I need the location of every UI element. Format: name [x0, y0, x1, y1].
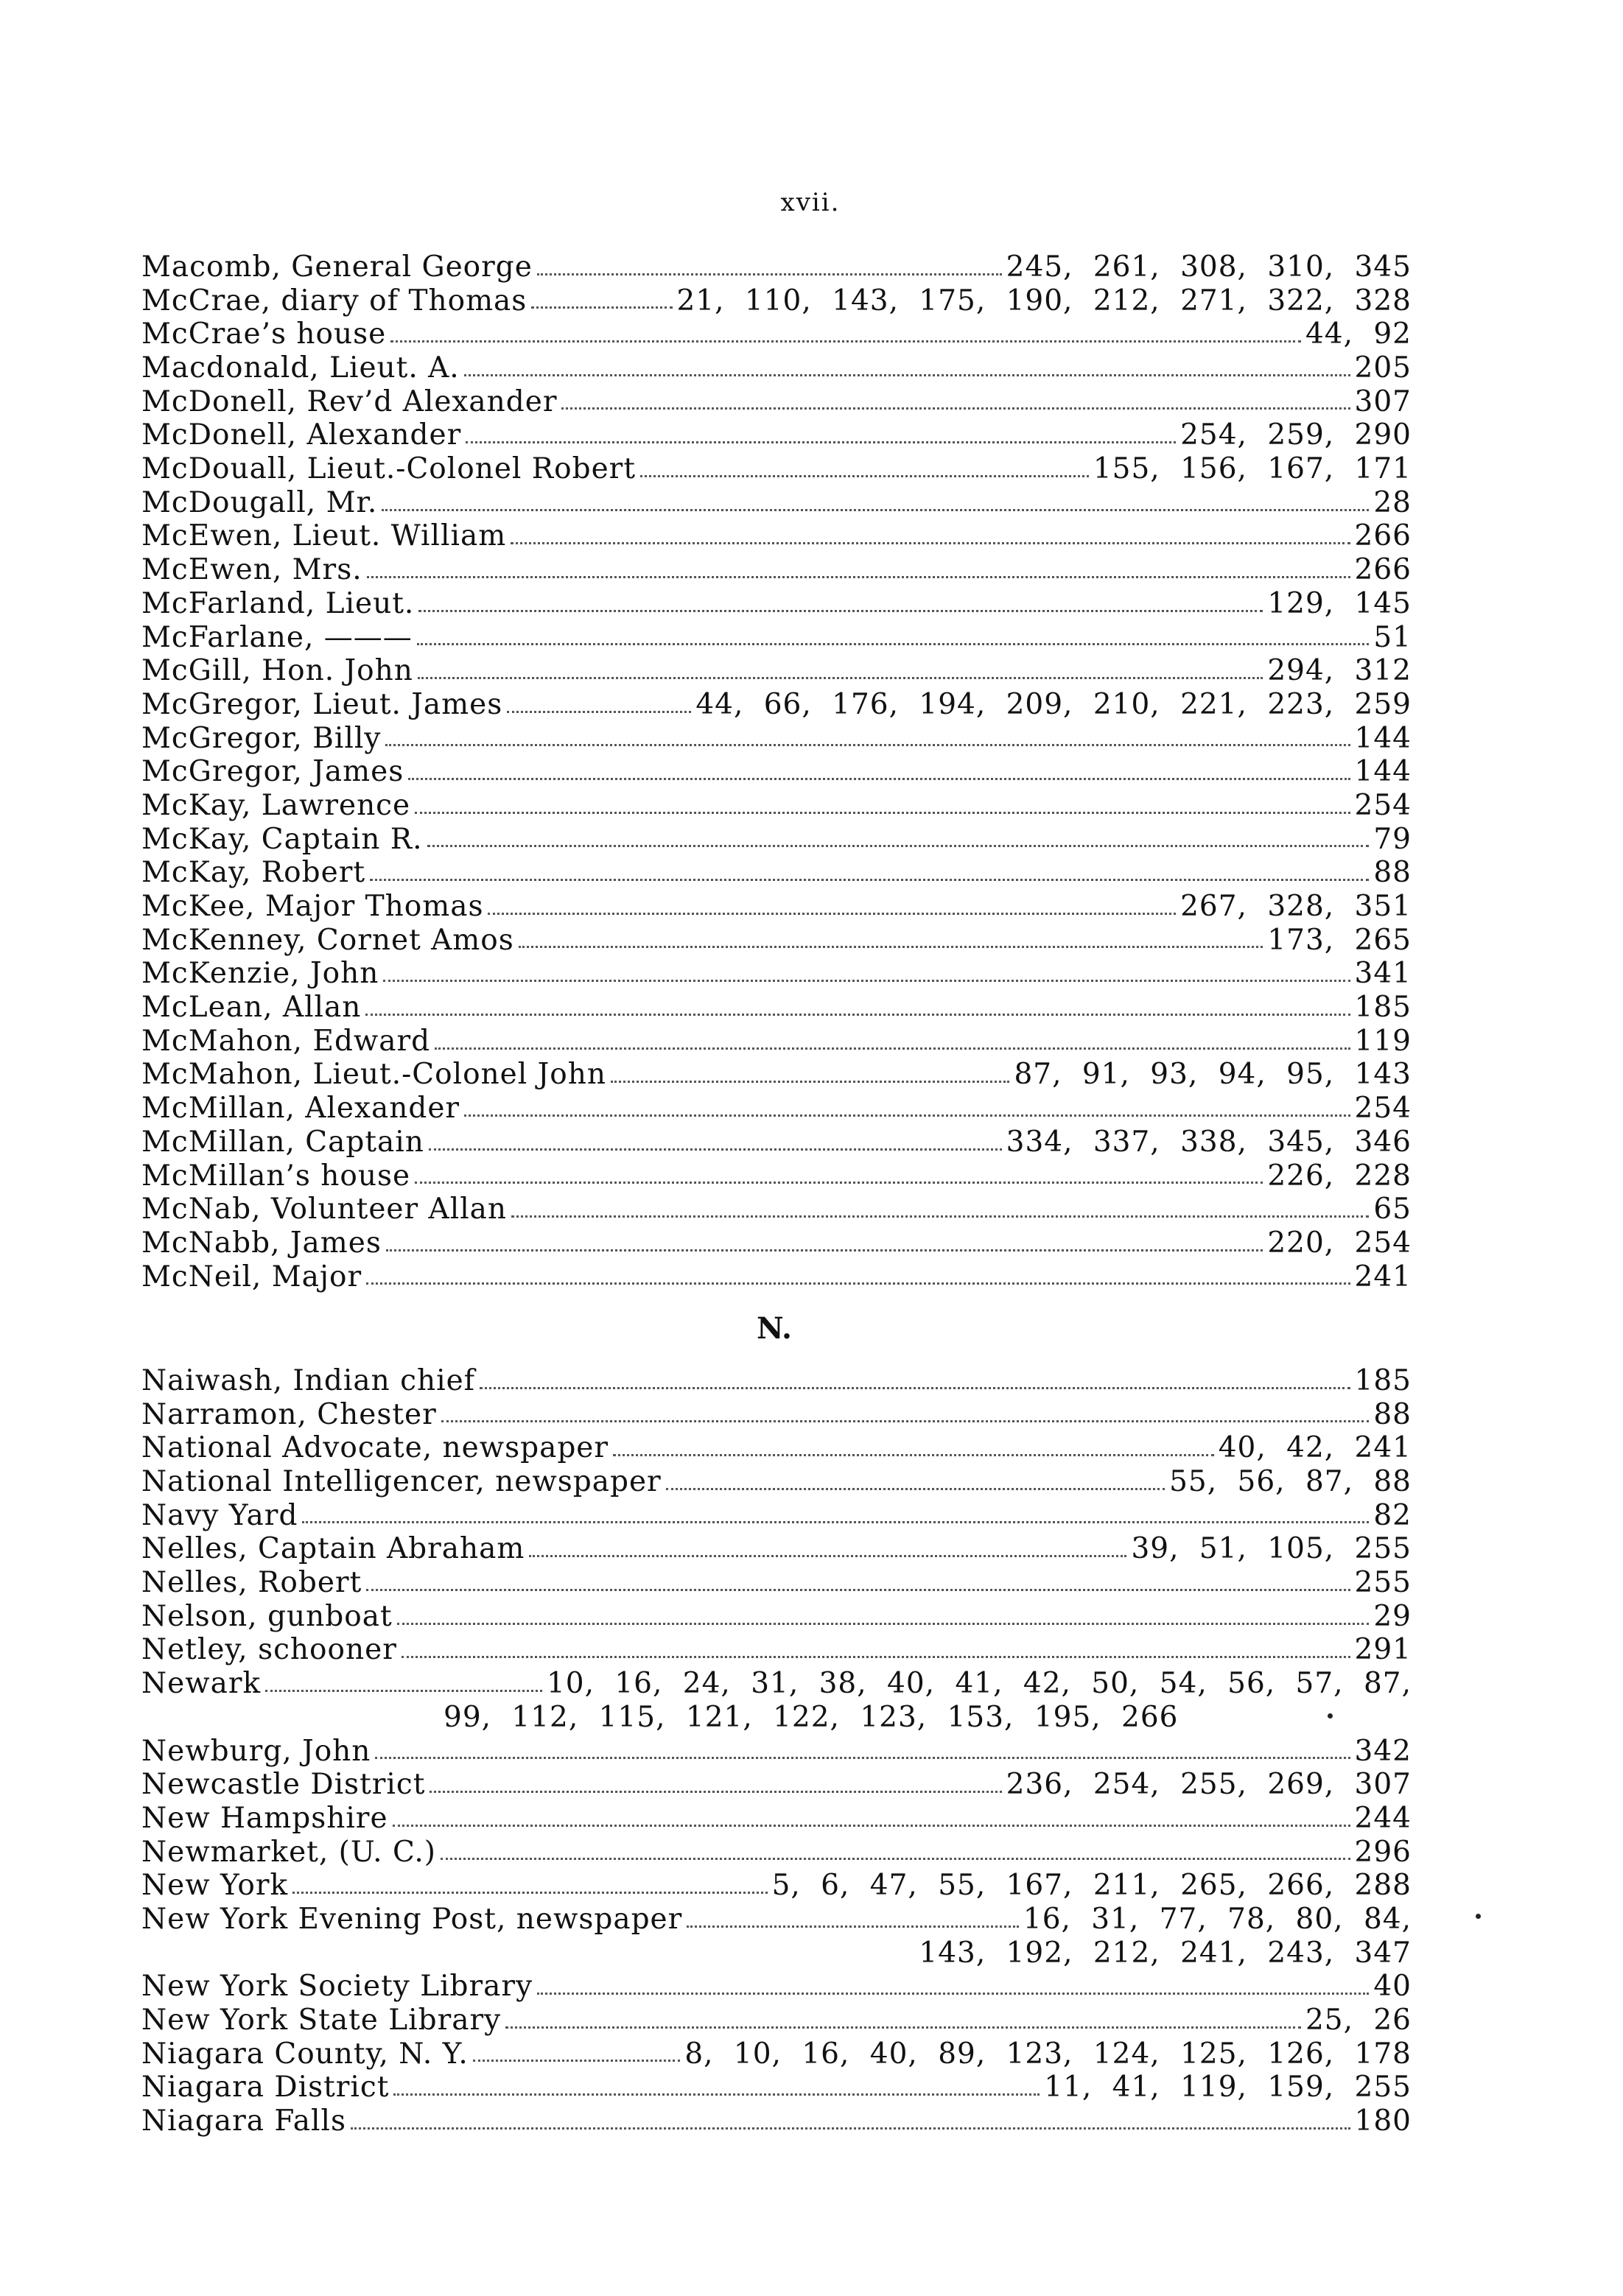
dot-leader	[418, 676, 1263, 679]
entry-name: Newburg, John	[141, 1734, 371, 1768]
dot-leader	[429, 1148, 1002, 1151]
entry-page-references: 266	[1354, 553, 1412, 587]
entry-name: McEwen, Mrs.	[141, 553, 362, 587]
index-group	[141, 1364, 1412, 1701]
entry-page-references: 5, 6, 47, 55, 167, 211, 265, 266, 288	[771, 1869, 1412, 1903]
dot-leader	[430, 1790, 1001, 1793]
entry-page-references: 173, 265	[1267, 923, 1412, 957]
entry-name: McCrae, diary of Thomas	[141, 284, 527, 317]
dot-leader	[505, 2026, 1301, 2029]
index-entry	[141, 2104, 1412, 2138]
entry-page-references: 44, 92	[1305, 317, 1412, 351]
index-entry	[141, 722, 1412, 756]
entry-name: McGregor, Billy	[141, 721, 382, 755]
index-entry	[141, 1025, 1412, 1059]
dot-leader	[402, 1655, 1350, 1658]
dot-leader	[292, 1891, 767, 1894]
index-entry	[141, 1836, 1412, 1870]
dot-leader	[351, 2127, 1350, 2130]
dot-leader	[393, 2093, 1040, 2096]
index-entry	[141, 418, 1412, 452]
index-entry	[141, 1768, 1412, 1802]
entry-page-references: 205	[1354, 351, 1412, 385]
dot-leader	[390, 340, 1301, 343]
index-entry	[141, 621, 1412, 655]
dot-leader	[370, 878, 1369, 881]
index-entry	[141, 2004, 1412, 2037]
index-group	[141, 1970, 1412, 2138]
dot-leader	[507, 710, 691, 713]
index-entry	[141, 1159, 1412, 1193]
entry-page-references: 29	[1373, 1599, 1412, 1633]
dot-leader	[511, 1215, 1369, 1218]
entry-name: Narramon, Chester	[141, 1397, 437, 1431]
index-entry	[141, 2071, 1412, 2104]
entry-page-references: 341	[1354, 957, 1412, 991]
entry-page-references: 254, 259, 290	[1180, 418, 1412, 452]
entry-page-references: 155, 156, 167, 171	[1093, 452, 1412, 486]
entry-page-references: 16, 31, 77, 78, 80, 84,	[1023, 1902, 1412, 1936]
entry-page-references: 254	[1354, 1092, 1412, 1126]
entry-name: McMahon, Edward	[141, 1024, 431, 1058]
entry-page-references: 266	[1354, 519, 1412, 553]
entry-page-references: 220, 254	[1267, 1226, 1412, 1260]
entry-page-references: 119	[1354, 1024, 1412, 1058]
entry-name: National Intelligencer, newspaper	[141, 1465, 662, 1499]
index-entry	[141, 1634, 1412, 1668]
index-entry	[141, 755, 1412, 789]
entry-page-references: 245, 261, 308, 310, 345	[1006, 250, 1412, 284]
index-entry	[141, 1735, 1412, 1769]
entry-name: New York State Library	[141, 2004, 502, 2037]
index-entry	[141, 856, 1412, 890]
entry-page-references: 226, 228	[1267, 1159, 1412, 1193]
entry-name: Macdonald, Lieut. A.	[141, 351, 460, 385]
entry-name: McDouall, Lieut.-Colonel Robert	[141, 452, 636, 486]
entry-page-references: 267, 328, 351	[1180, 890, 1412, 924]
dot-leader	[488, 912, 1176, 915]
index-entry	[141, 2037, 1412, 2071]
entry-page-references: 88	[1373, 1397, 1412, 1431]
dot-leader	[537, 273, 1002, 275]
dot-leader	[365, 1013, 1350, 1016]
index-entry	[141, 1532, 1412, 1566]
entry-name: McKay, Lawrence	[141, 788, 411, 822]
dot-leader	[366, 1282, 1350, 1285]
entry-page-references: 40, 42, 241	[1218, 1431, 1412, 1465]
dot-leader	[441, 1857, 1350, 1860]
index-entry	[141, 1667, 1412, 1701]
index-entry	[141, 823, 1412, 857]
page-number: xvii.	[780, 188, 841, 217]
dot-leader	[265, 1689, 542, 1692]
entry-name: McNeil, Major	[141, 1260, 362, 1293]
entry-page-references: 185	[1354, 991, 1412, 1025]
entry-page-references: 39, 51, 105, 255	[1131, 1532, 1412, 1566]
entry-name: Newmarket, (U. C.)	[141, 1835, 437, 1869]
index-entry	[141, 452, 1412, 486]
entry-page-references: 185	[1354, 1363, 1412, 1397]
index-entry	[141, 1970, 1412, 2004]
entry-name: McMillan, Captain	[141, 1125, 424, 1159]
index-entry	[141, 991, 1412, 1025]
dot-leader	[385, 743, 1350, 746]
entry-name: McKay, Robert	[141, 856, 366, 890]
entry-name: McMahon, Lieut.-Colonel John	[141, 1058, 606, 1092]
entry-name: McKenzie, John	[141, 957, 379, 991]
stray-ink-mark	[1328, 1713, 1333, 1719]
entry-name: New York Evening Post, newspaper	[141, 1902, 683, 1936]
entry-name: McCrae’s house	[141, 317, 387, 351]
entry-name: Newark	[141, 1667, 262, 1701]
index-entry	[141, 890, 1412, 924]
entry-page-references: 334, 337, 338, 345, 346	[1006, 1125, 1412, 1159]
stray-ink-mark	[1476, 1914, 1481, 1919]
dot-leader	[397, 1622, 1370, 1625]
index-entry	[141, 1364, 1412, 1398]
entry-name: McFarland, Lieut.	[141, 586, 415, 620]
entry-name: New York Society Library	[141, 1970, 533, 2004]
entry-name: Nelson, gunboat	[141, 1599, 393, 1633]
entry-page-references: 40	[1373, 1970, 1412, 2004]
entry-name: McKay, Captain R.	[141, 822, 423, 856]
entry-page-references: 21, 110, 143, 175, 190, 212, 271, 322, 328	[676, 284, 1412, 317]
entry-name: McGregor, James	[141, 755, 404, 789]
entry-page-references: 129, 145	[1267, 586, 1412, 620]
dot-leader	[366, 1588, 1350, 1591]
entry-name: Nelles, Captain Abraham	[141, 1532, 525, 1566]
entry-page-references: 244	[1354, 1801, 1412, 1835]
dot-leader	[417, 642, 1370, 645]
entry-page-references: 144	[1354, 755, 1412, 789]
entry-page-references: 55, 56, 87, 88	[1169, 1465, 1412, 1499]
index-entry	[141, 957, 1412, 991]
entry-name: McDonell, Alexander	[141, 418, 462, 452]
entry-page-references: 254	[1354, 788, 1412, 822]
index-entry	[141, 1566, 1412, 1600]
dot-leader	[435, 1047, 1350, 1050]
dot-leader	[464, 1114, 1350, 1117]
entry-name: McKee, Major Thomas	[141, 890, 484, 924]
dot-leader	[386, 1249, 1263, 1251]
entry-page-references: 25, 26	[1305, 2004, 1412, 2037]
index-entry	[141, 1600, 1412, 1634]
entry-name: McGregor, Lieut. James	[141, 687, 503, 721]
index-entry	[141, 520, 1412, 554]
entry-name: Netley, schooner	[141, 1633, 397, 1667]
entry-page-references: 10, 16, 24, 31, 38, 40, 41, 42, 50, 54, 56, 57, 87,	[546, 1667, 1412, 1701]
entry-page-references: 307	[1354, 385, 1412, 418]
index-entry	[141, 1226, 1412, 1260]
index-entry	[141, 1465, 1412, 1499]
index-entry	[141, 587, 1412, 621]
entry-page-references: 241	[1354, 1260, 1412, 1293]
dot-leader	[441, 1419, 1370, 1422]
index-entry	[141, 1903, 1412, 1937]
entry-name: McGill, Hon. John	[141, 654, 413, 688]
entry-name: Macomb, General George	[141, 250, 533, 284]
dot-leader	[613, 1453, 1214, 1456]
section-heading-n: N.	[757, 1311, 792, 1346]
entry-page-references: 291	[1354, 1633, 1412, 1667]
entry-name: McDougall, Mr.	[141, 485, 378, 519]
entry-name: Nelles, Robert	[141, 1566, 362, 1600]
entry-page-references: 87, 91, 93, 94, 95, 143	[1014, 1058, 1412, 1092]
index-entry	[141, 385, 1412, 419]
dot-leader	[393, 1824, 1350, 1827]
dot-leader	[382, 508, 1369, 511]
entry-name: New York	[141, 1869, 289, 1903]
entry-page-references: 296	[1354, 1835, 1412, 1869]
index-entry	[141, 250, 1412, 284]
dot-leader	[418, 609, 1263, 612]
dot-leader	[537, 1992, 1369, 1995]
entry-page-references: 82	[1373, 1498, 1412, 1532]
index-entry	[141, 1193, 1412, 1226]
entry-page-references: 79	[1373, 822, 1412, 856]
entry-name: McKenney, Cornet Amos	[141, 923, 514, 957]
index-section-n	[141, 1364, 1412, 2138]
dot-leader	[519, 945, 1263, 948]
dot-leader	[367, 575, 1350, 578]
index-section-m	[141, 250, 1412, 1293]
entry-name: Niagara County, N. Y.	[141, 2037, 469, 2071]
dot-leader	[611, 1080, 1009, 1083]
entry-name: McNab, Volunteer Allan	[141, 1193, 508, 1226]
index-entry	[141, 553, 1412, 587]
dot-leader	[687, 1925, 1019, 1928]
dot-leader	[302, 1520, 1369, 1523]
index-entry	[141, 1260, 1412, 1294]
index-entry	[141, 1398, 1412, 1432]
dot-leader	[561, 407, 1350, 410]
entry-page-references: 342	[1354, 1734, 1412, 1768]
entry-page-references: 65	[1373, 1193, 1412, 1226]
dot-leader	[529, 1554, 1126, 1557]
entry-page-references: 294, 312	[1267, 654, 1412, 688]
entry-name: McDonell, Rev’d Alexander	[141, 385, 558, 418]
index-entry	[141, 1092, 1412, 1126]
index-entry-continuation: 143, 192, 212, 241, 243, 347	[919, 1936, 1412, 1970]
entry-name: National Advocate, newspaper	[141, 1431, 609, 1465]
index-group	[141, 1735, 1412, 1937]
index-entry	[141, 1431, 1412, 1465]
entry-name: McEwen, Lieut. William	[141, 519, 507, 553]
entry-name: Niagara Falls	[141, 2104, 346, 2138]
entry-page-references: 236, 254, 255, 269, 307	[1006, 1768, 1412, 1802]
dot-leader	[666, 1487, 1165, 1490]
index-entry	[141, 688, 1412, 722]
entry-page-references: 88	[1373, 856, 1412, 890]
index-entry	[141, 1802, 1412, 1836]
index-entry	[141, 789, 1412, 823]
entry-page-references: 11, 41, 119, 159, 255	[1044, 2071, 1412, 2104]
index-entry	[141, 351, 1412, 385]
dot-leader	[473, 2059, 681, 2062]
entry-page-references: 44, 66, 176, 194, 209, 210, 221, 223, 259	[695, 687, 1412, 721]
dot-leader	[408, 777, 1350, 780]
index-entry	[141, 654, 1412, 688]
dot-leader	[640, 474, 1089, 477]
dot-leader	[531, 306, 672, 309]
entry-page-references: 144	[1354, 721, 1412, 755]
entry-name: Niagara District	[141, 2071, 390, 2104]
dot-leader	[415, 811, 1350, 814]
index-entry	[141, 924, 1412, 958]
index-entry	[141, 317, 1412, 351]
dot-leader	[415, 1181, 1263, 1184]
entry-name: McFarlane, ———	[141, 620, 413, 654]
entry-name: McNabb, James	[141, 1226, 382, 1260]
entry-page-references: 51	[1373, 620, 1412, 654]
entry-name: Naiwash, Indian chief	[141, 1363, 476, 1397]
entry-name: McMillan, Alexander	[141, 1092, 460, 1126]
dot-leader	[511, 541, 1350, 544]
dot-leader	[427, 844, 1370, 847]
entry-name: New Hampshire	[141, 1801, 388, 1835]
dot-leader	[383, 979, 1350, 982]
entry-name: McMillan’s house	[141, 1159, 411, 1193]
entry-name: Newcastle District	[141, 1768, 426, 1802]
index-entry	[141, 284, 1412, 318]
index-entry	[141, 486, 1412, 520]
index-entry	[141, 1059, 1412, 1092]
index-entry	[141, 1499, 1412, 1533]
entry-page-references: 8, 10, 16, 40, 89, 123, 124, 125, 126, 178	[684, 2037, 1412, 2071]
index-entry	[141, 1126, 1412, 1159]
dot-leader	[480, 1386, 1350, 1389]
entry-page-references: 28	[1373, 485, 1412, 519]
entry-name: McLean, Allan	[141, 991, 362, 1025]
dot-leader	[375, 1756, 1350, 1759]
index-entry-continuation: 99, 112, 115, 121, 122, 123, 153, 195, 266	[444, 1700, 1179, 1734]
index-entry	[141, 1869, 1412, 1903]
entry-page-references: 255	[1354, 1566, 1412, 1600]
dot-leader	[464, 373, 1350, 376]
entry-page-references: 180	[1354, 2104, 1412, 2138]
entry-name: Navy Yard	[141, 1498, 298, 1532]
dot-leader	[466, 440, 1176, 443]
